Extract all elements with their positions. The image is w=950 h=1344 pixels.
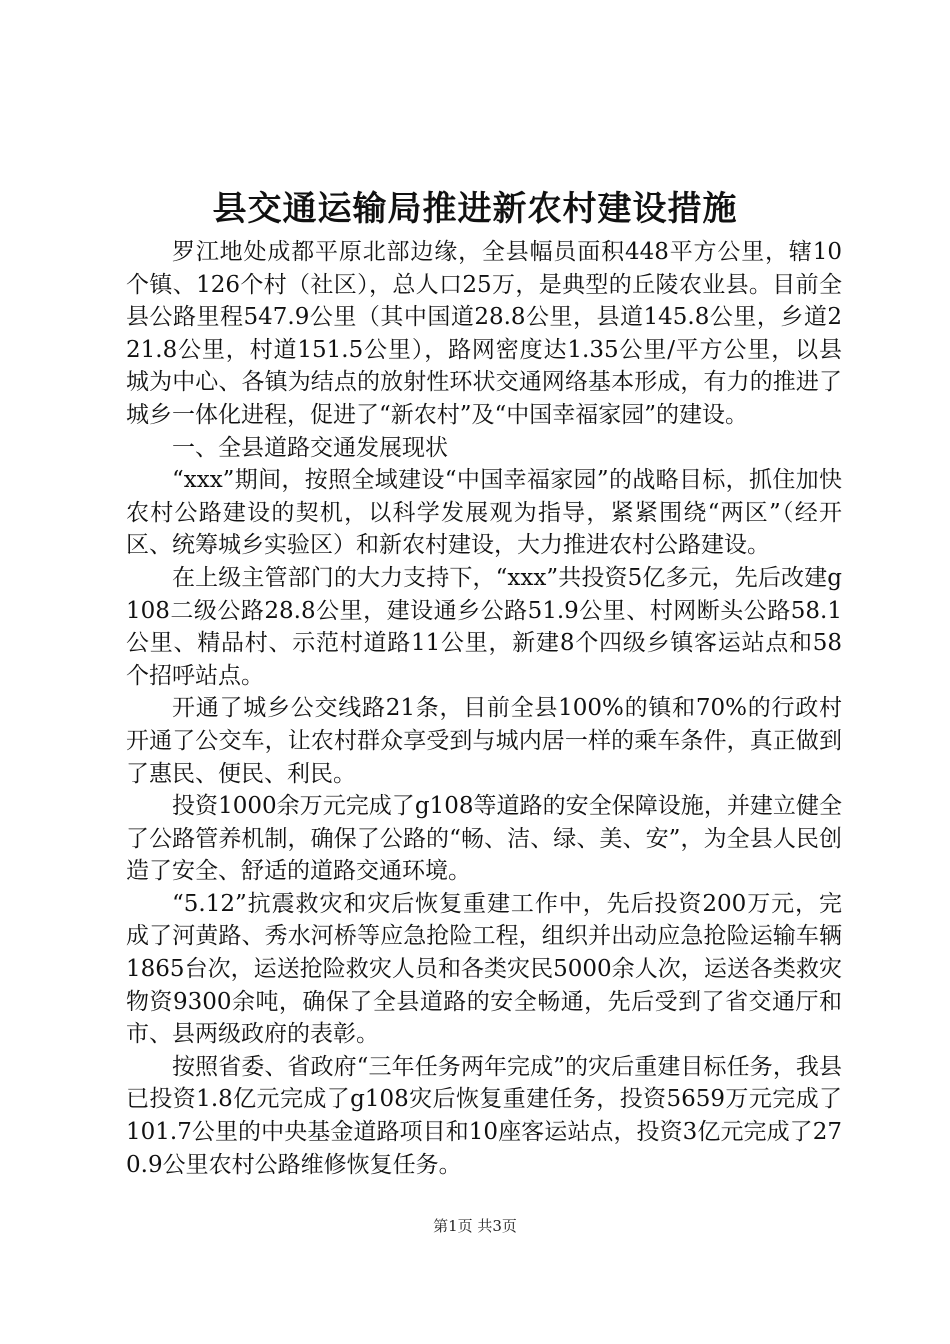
section-heading: 一、全县道路交通发展现状 <box>172 434 448 461</box>
document-title: 县交通运输局推进新农村建设措施 <box>212 189 738 229</box>
paragraph-bus-lines: 开通了城乡公交线路21条，目前全县100%的镇和70%的行政村开通了公交车，让农村群众享受到与城内居一样的乘车条件，真正做到了惠民、便民、利民。 <box>126 695 842 787</box>
paragraph-strategy: “xxx”期间，按照全域建设“中国幸福家园”的战略目标，抓住加快农村公路建设的契机，以科学发展观为指导，紧紧围绕“两区”（经开区、统筹城乡实验区）和新农村建设，大力推进农村公路建设。 <box>126 467 842 559</box>
document-body <box>126 236 842 1181</box>
paragraph-intro: 罗江地处成都平原北部边缘，全县幅员面积448平方公里，辖10个镇、126个村（社区），总人口25万，是典型的丘陵农业县。目前全县公路里程547.9公里（其中国道28.8公里，县道145.8公里，乡道221.8公里，村道151.5公里），路网密度达1.35公里/平方公里，以县城为中心、各镇为结点的放射性环状交通网络基本形成，有力的推进了城乡一体化进程，促进了“新农村”及“中国幸福家园”的建设。 <box>126 239 842 428</box>
page-number-footer: 第1页 共3页 <box>433 1217 517 1235</box>
paragraph-safety: 投资1000余万元完成了g108等道路的安全保障设施，并建立健全了公路管养机制，确保了公路的“畅、洁、绿、美、安”，为全县人民创造了安全、舒适的道路交通环境。 <box>126 793 842 885</box>
paragraph-earthquake: “5.12”抗震救灾和灾后恢复重建工作中，先后投资200万元，完成了河黄路、秀水河桥等应急抢险工程，组织并出动应急抢险运输车辆1865台次，运送抢险救灾人员和各类灾民5000余人次，运送各类救灾物资9300余吨，确保了全县道路的安全畅通，先后受到了省交通厅和市、县两级政府的表彰。 <box>126 890 842 1048</box>
paragraph-investment: 在上级主管部门的大力支持下，“xxx”共投资5亿多元，先后改建g108二级公路28.8公里，建设通乡公路51.9公里、村网断头公路58.1公里、精品村、示范村道路11公里，新建8个四级乡镇客运站点和58个招呼站点。 <box>126 564 842 689</box>
paragraph-reconstruction: 按照省委、省政府“三年任务两年完成”的灾后重建目标任务，我县已投资1.8亿元完成了g108灾后恢复重建任务，投资5659万元完成了101.7公里的中央基金道路项目和10座客运站点，投资3亿元完成了270.9公里农村公路维修恢复任务。 <box>126 1053 842 1178</box>
